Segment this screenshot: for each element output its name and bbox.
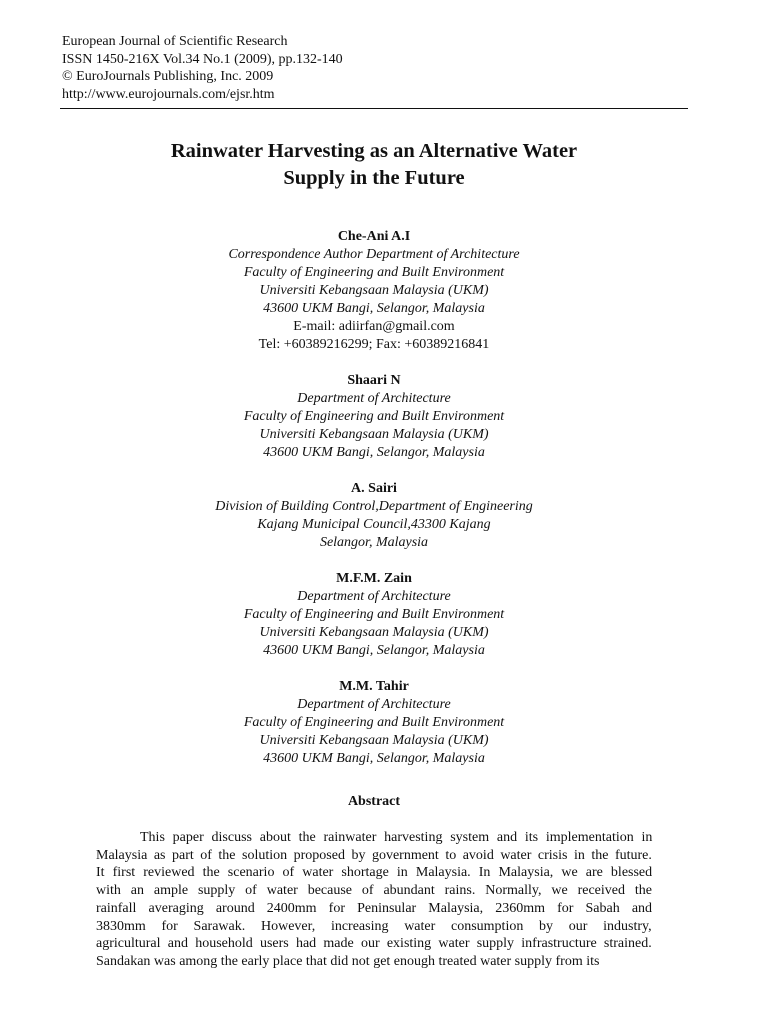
author-name: M.M. Tahir	[339, 679, 409, 694]
abstract-line: Malaysia as part of the solution proposed by government to avoid water crisis in the future.	[96, 847, 652, 863]
abstract-line: rainfall averaging around 2400mm for Peninsular Malaysia, 2360mm for Sabah and	[96, 900, 653, 916]
author-email[interactable]: E-mail: adiirfan@gmail.com	[293, 319, 455, 334]
title-line-1: Rainwater Harvesting as an Alternative Water	[170, 140, 578, 162]
affiliation-line: Department of Architecture	[297, 697, 451, 712]
abstract-line: Sandakan was among the early place that did not get enough treated water supply from its	[96, 953, 600, 969]
author-block	[84, 228, 664, 354]
abstract-line: 3830mm for Sarawak. However, increasing water consumption by our industry,	[96, 918, 652, 934]
journal-header	[62, 33, 343, 103]
affiliation-line: Faculty of Engineering and Built Environment	[243, 265, 505, 280]
author-phone: Tel: +60389216299; Fax: +60389216841	[258, 337, 490, 352]
affiliation-line: Kajang Municipal Council,43300 Kajang	[257, 517, 491, 532]
author-name: Shaari N	[347, 373, 401, 388]
affiliation-line: Faculty of Engineering and Built Environment	[243, 607, 505, 622]
affiliation-line: Universiti Kebangsaan Malaysia (UKM)	[259, 733, 489, 748]
header-divider	[60, 108, 688, 109]
paper-title	[84, 138, 664, 192]
affiliation-line: Universiti Kebangsaan Malaysia (UKM)	[259, 625, 489, 640]
author-block	[84, 678, 664, 768]
author-name: Che-Ani A.I	[337, 229, 411, 244]
title-line-2: Supply in the Future	[283, 167, 465, 189]
affiliation-line: Correspondence Author Department of Architecture	[228, 247, 520, 262]
author-list	[84, 228, 664, 786]
affiliation-line: Faculty of Engineering and Built Environment	[243, 715, 505, 730]
abstract-line: This paper discuss about the rainwater harvesting system and its implementation in	[140, 830, 653, 845]
author-name: A. Sairi	[351, 481, 397, 496]
affiliation-line: Faculty of Engineering and Built Environment	[243, 409, 505, 424]
affiliation-line: 43600 UKM Bangi, Selangor, Malaysia	[263, 643, 485, 658]
abstract-body	[96, 829, 652, 971]
affiliation-line: Department of Architecture	[297, 589, 451, 604]
affiliation-line: 43600 UKM Bangi, Selangor, Malaysia	[263, 751, 485, 766]
affiliation-line: Division of Building Control,Department of Engineering	[215, 499, 533, 514]
issn-line: ISSN 1450-216X Vol.34 No.1 (2009), pp.132-140	[62, 51, 343, 67]
author-block	[84, 480, 664, 552]
author-name: M.F.M. Zain	[336, 571, 412, 586]
affiliation-line: Universiti Kebangsaan Malaysia (UKM)	[259, 427, 489, 442]
affiliation-line: Department of Architecture	[297, 391, 451, 406]
journal-name: European Journal of Scientific Research	[62, 34, 288, 49]
publisher-line: © EuroJournals Publishing, Inc. 2009	[62, 69, 274, 84]
abstract-line: It first reviewed the scenario of water shortage in Malaysia. In Malaysia, we are blessed	[96, 865, 653, 881]
abstract-line: with an ample supply of water because of abundant rains. Normally, we received the	[96, 883, 652, 899]
affiliation-line: Selangor, Malaysia	[319, 535, 429, 550]
affiliation-line: Universiti Kebangsaan Malaysia (UKM)	[259, 283, 489, 298]
affiliation-line: 43600 UKM Bangi, Selangor, Malaysia	[263, 301, 485, 316]
abstract-line: agricultural and household users had made our existing water supply infrastructure strained.	[96, 936, 652, 952]
journal-url[interactable]: http://www.eurojournals.com/ejsr.htm	[62, 86, 275, 102]
abstract-heading: Abstract	[347, 794, 401, 809]
author-block	[84, 372, 664, 462]
author-block	[84, 570, 664, 660]
affiliation-line: 43600 UKM Bangi, Selangor, Malaysia	[263, 445, 485, 460]
